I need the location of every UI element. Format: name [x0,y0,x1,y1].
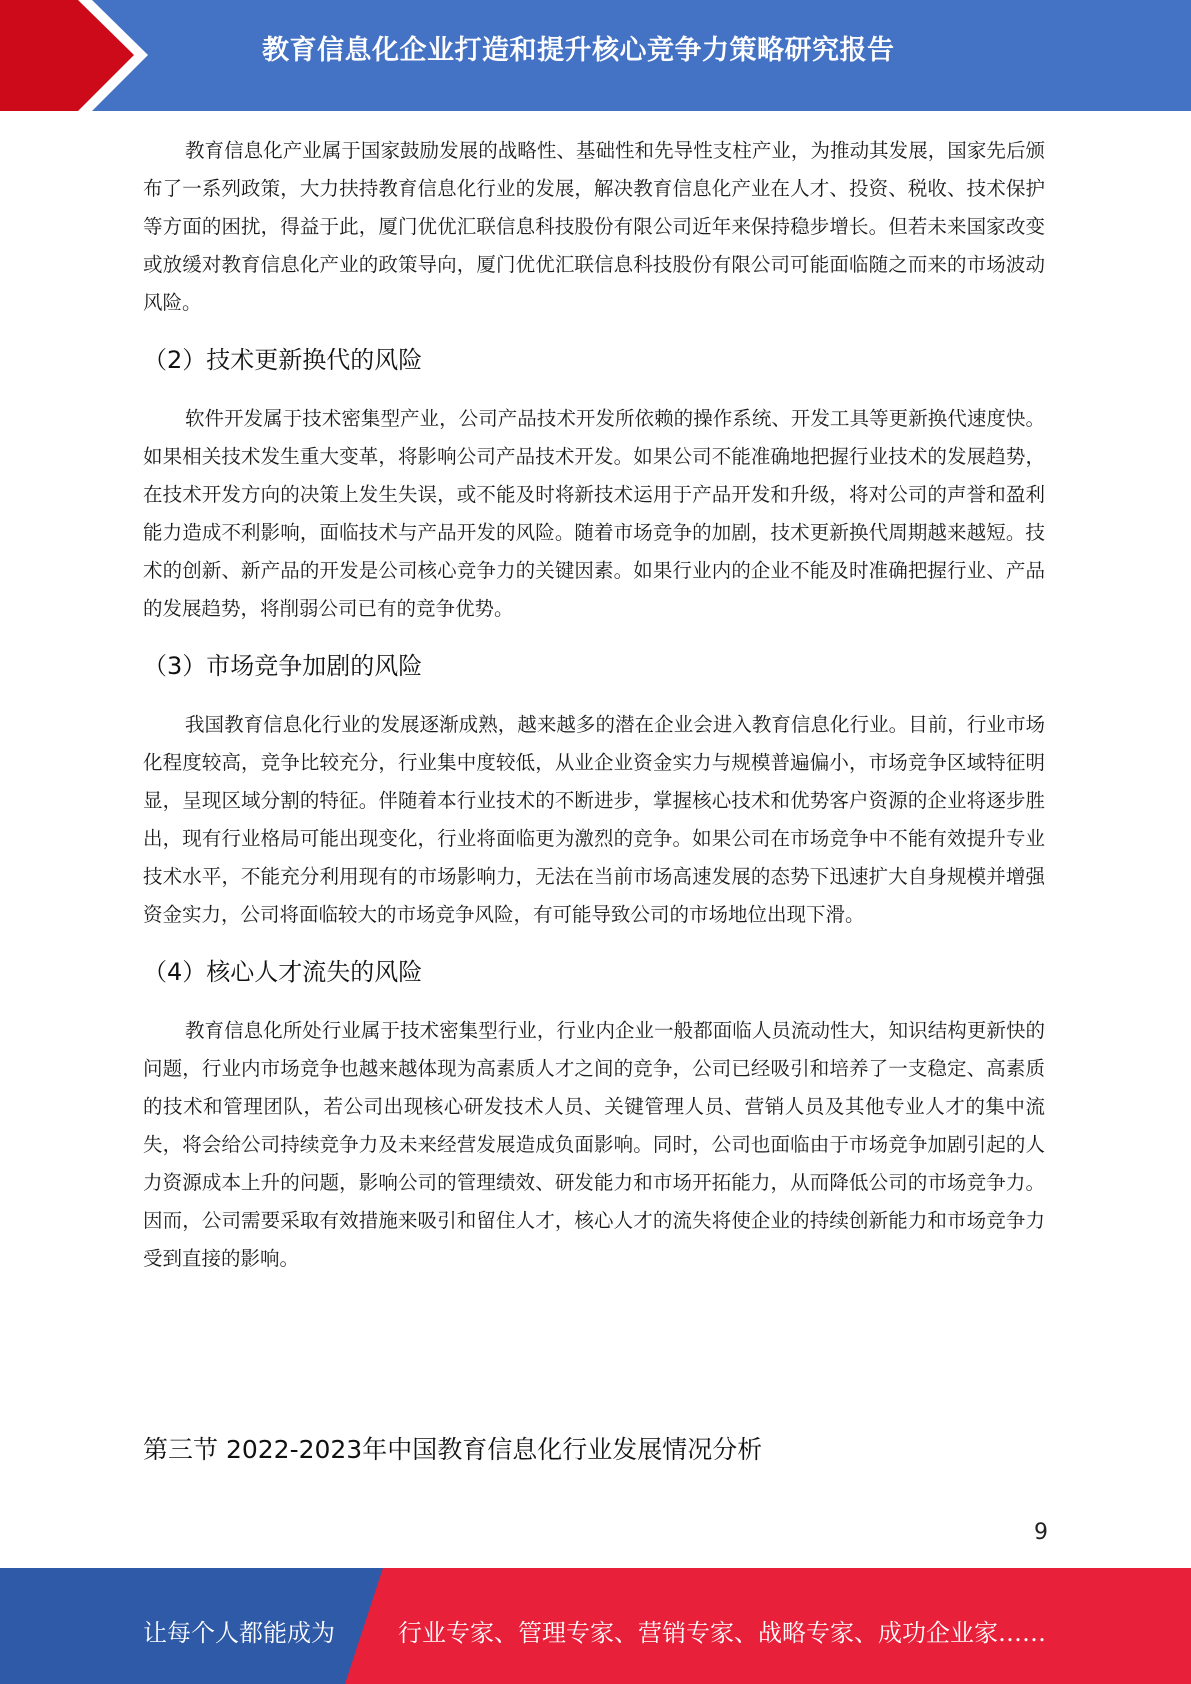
section-heading: （3）市场竞争加剧的风险 [143,652,423,680]
section-paragraph: 我国教育信息化行业的发展逐渐成熟，越来越多的潜在企业会进入教育信息化行业。目前，行业市场化程度较高，竞争比较充分，行业集中度较低，从业企业资金实力与规模普遍偏小，市场竞争区域特征明显，呈现区域分割的特征。伴随着本行业技术的不断进步，掌握核心技术和优势客户资源的企业将逐步胜出，现有行业格局可能出现变化，行业将面临更为激烈的竞争。如果公司在市场竞争中不能有效提升专业技术水平，不能充分利用现有的市场影响力，无法在当前市场高速发展的态势下迅速扩大自身规模并增强资金实力，公司将面临较大的市场竞争风险，有可能导致公司的市场地位出现下滑。 [143,713,1045,926]
section-paragraph: 软件开发属于技术密集型产业，公司产品技术开发所依赖的操作系统、开发工具等更新换代速度快。如果相关技术发生重大变革，将影响公司产品技术开发。如果公司不能准确地把握行业技术的发展趋势，在技术开发方向的决策上发生失误，或不能及时将新技术运用于产品开发和升级，将对公司的声誉和盈利能力造成不利影响，面临技术与产品开发的风险。随着市场竞争的加剧，技术更新换代周期越来越短。技术的创新、新产品的开发是公司核心竞争力的关键因素。如果行业内的企业不能及时准确把握行业、产品的发展趋势，将削弱公司已有的竞争优势。 [143,407,1045,620]
header-title: 教育信息化企业打造和提升核心竞争力策略研究报告 [262,35,895,66]
report-content [143,132,1045,1278]
footer-slogan-right: 行业专家、管理专家、营销专家、战略专家、成功企业家…… [398,1619,1046,1647]
page-number: 9 [1034,1520,1048,1545]
footer-slogan-left: 让每个人都能成为 [143,1619,335,1647]
section-heading: （2）技术更新换代的风险 [143,346,423,374]
page-footer [0,1568,1191,1684]
section-paragraph: 教育信息化所处行业属于技术密集型行业，行业内企业一般都面临人员流动性大，知识结构更新快的问题，行业内市场竞争也越来越体现为高素质人才之间的竞争，公司已经吸引和培养了一支稳定、高素质的技术和管理团队，若公司出现核心研发技术人员、关键管理人员、营销人员及其他专业人才的集中流失，将会给公司持续竞争力及未来经营发展造成负面影响。同时，公司也面临由于市场竞争加剧引起的人力资源成本上升的问题，影响公司的管理绩效、研发能力和市场开拓能力，从而降低公司的市场竞争力。因而，公司需要采取有效措施来吸引和留住人才，核心人才的流失将使企业的持续创新能力和市场竞争力受到直接的影响。 [143,1019,1045,1270]
page-header [0,0,1191,111]
intro-paragraph: 教育信息化产业属于国家鼓励发展的战略性、基础性和先导性支柱产业，为推动其发展，国家先后颁布了一系列政策，大力扶持教育信息化行业的发展，解决教育信息化产业在人才、投资、税收、技术保护等方面的困扰，得益于此，厦门优优汇联信息科技股份有限公司近年来保持稳步增长。但若未来国家改变或放缓对教育信息化产业的政策导向，厦门优优汇联信息科技股份有限公司可能面临随之而来的市场波动风险。 [143,139,1045,314]
section-title: 第三节 2022-2023年中国教育信息化行业发展情况分析 [143,1435,763,1464]
section-heading: （4）核心人才流失的风险 [143,958,423,986]
